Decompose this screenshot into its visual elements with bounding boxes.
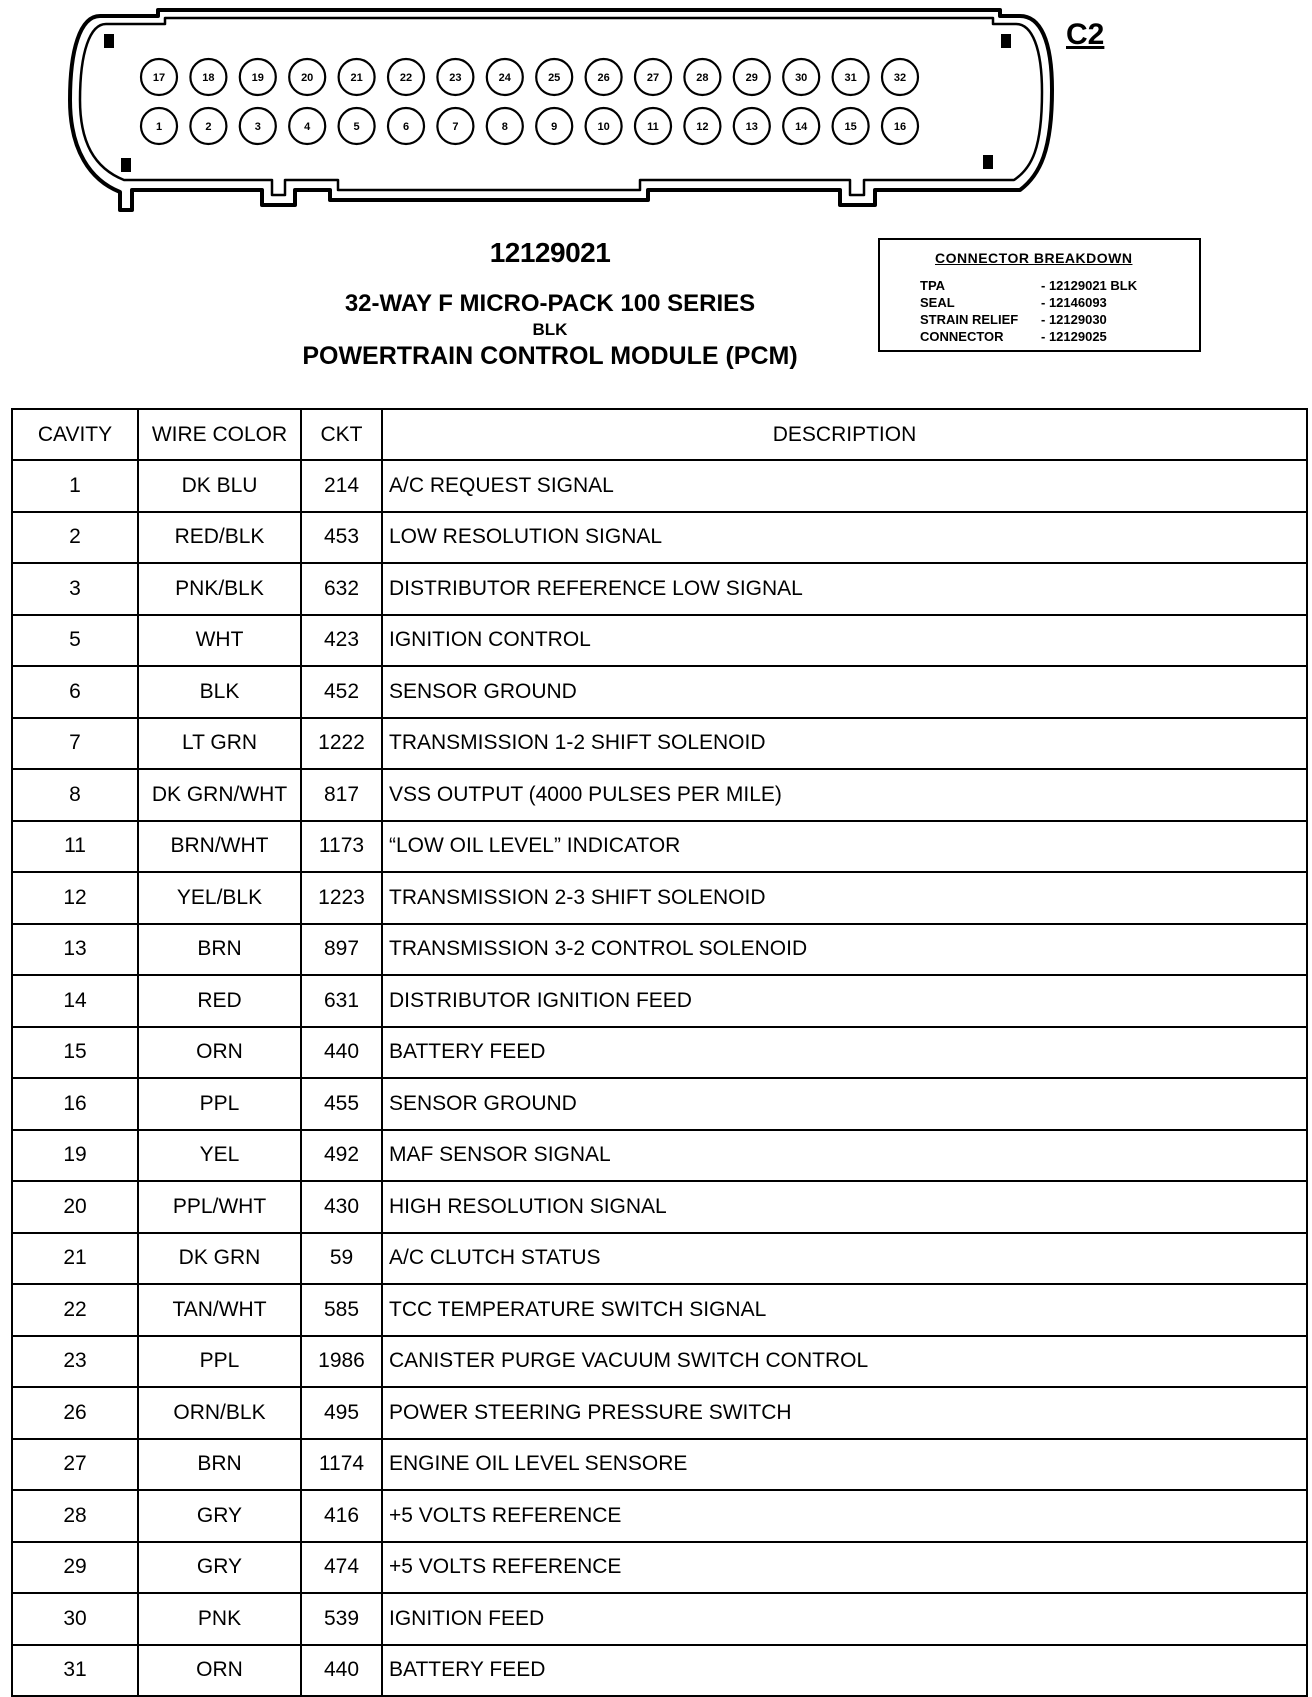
cell-wire-color: BLK bbox=[138, 666, 301, 718]
connector-pin bbox=[141, 108, 177, 144]
table-row bbox=[12, 1542, 1307, 1594]
cell-cavity: 19 bbox=[12, 1130, 138, 1182]
cell-cavity: 8 bbox=[12, 769, 138, 821]
cell-cavity: 13 bbox=[12, 924, 138, 976]
cell-description: +5 VOLTS REFERENCE bbox=[382, 1490, 1307, 1542]
breakdown-value: - 12146093 bbox=[1041, 295, 1107, 310]
connector-breakdown-box bbox=[878, 238, 1201, 352]
pin-number: 13 bbox=[745, 121, 758, 133]
breakdown-value: - 12129030 bbox=[1041, 312, 1107, 327]
table-body bbox=[12, 460, 1307, 1696]
cell-description: “LOW OIL LEVEL” INDICATOR bbox=[382, 821, 1307, 873]
cell-wire-color: BRN bbox=[138, 924, 301, 976]
cell-ckt: 214 bbox=[301, 460, 382, 512]
cell-wire-color: PNK bbox=[138, 1593, 301, 1645]
connector-color: BLK bbox=[532, 320, 568, 339]
cell-wire-color: RED bbox=[138, 975, 301, 1027]
table-row bbox=[12, 821, 1307, 873]
connector-pin bbox=[190, 59, 226, 95]
connector-inner-outline bbox=[80, 18, 1042, 195]
connector-pin bbox=[536, 59, 572, 95]
connector-pin bbox=[734, 59, 770, 95]
cell-cavity: 31 bbox=[12, 1645, 138, 1697]
table-header-row bbox=[12, 409, 1307, 460]
connector-pin bbox=[339, 108, 375, 144]
cell-cavity: 2 bbox=[12, 512, 138, 564]
cell-cavity: 16 bbox=[12, 1078, 138, 1130]
pin-number: 25 bbox=[548, 72, 561, 84]
cell-wire-color: GRY bbox=[138, 1490, 301, 1542]
cell-ckt: 440 bbox=[301, 1645, 382, 1697]
connector-pin bbox=[635, 108, 671, 144]
cell-description: A/C CLUTCH STATUS bbox=[382, 1233, 1307, 1285]
cell-cavity: 28 bbox=[12, 1490, 138, 1542]
connector-pin bbox=[586, 59, 622, 95]
pin-number: 16 bbox=[893, 121, 907, 133]
cell-ckt: 453 bbox=[301, 512, 382, 564]
cell-cavity: 20 bbox=[12, 1181, 138, 1233]
table-row bbox=[12, 1027, 1307, 1079]
pin-number: 18 bbox=[202, 72, 215, 84]
cell-ckt: 632 bbox=[301, 563, 382, 615]
cell-ckt: 59 bbox=[301, 1233, 382, 1285]
cell-ckt: 452 bbox=[301, 666, 382, 718]
table-row bbox=[12, 872, 1307, 924]
cell-ckt: 495 bbox=[301, 1387, 382, 1439]
pin-number: 8 bbox=[501, 121, 508, 133]
pin-number: 21 bbox=[350, 72, 363, 84]
connector-pin bbox=[734, 108, 770, 144]
table-row bbox=[12, 666, 1307, 718]
cell-description: LOW RESOLUTION SIGNAL bbox=[382, 512, 1307, 564]
pin-number: 7 bbox=[452, 121, 459, 133]
cell-wire-color: DK BLU bbox=[138, 460, 301, 512]
cell-cavity: 29 bbox=[12, 1542, 138, 1594]
pin-number: 14 bbox=[795, 121, 808, 133]
pin-number: 11 bbox=[647, 121, 659, 133]
connector-pin bbox=[487, 59, 523, 95]
connector-pin bbox=[783, 59, 819, 95]
cell-wire-color: TAN/WHT bbox=[138, 1284, 301, 1336]
pin-number: 10 bbox=[597, 121, 610, 133]
table-row bbox=[12, 1284, 1307, 1336]
pin-number: 6 bbox=[402, 121, 410, 133]
cell-description: DISTRIBUTOR IGNITION FEED bbox=[382, 975, 1307, 1027]
cell-ckt: 1223 bbox=[301, 872, 382, 924]
header-cavity: CAVITY bbox=[12, 409, 138, 460]
cell-cavity: 26 bbox=[12, 1387, 138, 1439]
header-ckt: CKT bbox=[301, 409, 382, 460]
table-row bbox=[12, 1336, 1307, 1388]
pin-number: 17 bbox=[152, 72, 166, 84]
cell-ckt: 897 bbox=[301, 924, 382, 976]
cell-ckt: 1986 bbox=[301, 1336, 382, 1388]
table-row bbox=[12, 975, 1307, 1027]
pin-number: 2 bbox=[205, 121, 212, 133]
connector-title: 32-WAY F MICRO-PACK 100 SERIES bbox=[344, 290, 756, 317]
table-row bbox=[12, 924, 1307, 976]
cell-cavity: 22 bbox=[12, 1284, 138, 1336]
cell-cavity: 5 bbox=[12, 615, 138, 667]
cell-wire-color: DK GRN bbox=[138, 1233, 301, 1285]
cell-cavity: 11 bbox=[12, 821, 138, 873]
cell-description: VSS OUTPUT (4000 PULSES PER MILE) bbox=[382, 769, 1307, 821]
cell-description: TRANSMISSION 3-2 CONTROL SOLENOID bbox=[382, 924, 1307, 976]
connector-pin bbox=[684, 59, 720, 95]
connector-pin bbox=[487, 108, 523, 144]
table-row bbox=[12, 1233, 1307, 1285]
cell-wire-color: WHT bbox=[138, 615, 301, 667]
polarization-mark bbox=[121, 158, 131, 172]
breakdown-label: TPA bbox=[920, 278, 946, 293]
table-row bbox=[12, 563, 1307, 615]
cell-description: +5 VOLTS REFERENCE bbox=[382, 1542, 1307, 1594]
connector-part-number: 12129021 bbox=[489, 237, 611, 268]
breakdown-label: STRAIN RELIEF bbox=[920, 312, 1019, 327]
cell-wire-color: PPL bbox=[138, 1078, 301, 1130]
cell-wire-color: BRN/WHT bbox=[138, 821, 301, 873]
header-description: DESCRIPTION bbox=[382, 409, 1307, 460]
cell-description: HIGH RESOLUTION SIGNAL bbox=[382, 1181, 1307, 1233]
cell-wire-color: GRY bbox=[138, 1542, 301, 1594]
module-name: POWERTRAIN CONTROL MODULE (PCM) bbox=[302, 342, 798, 370]
pin-number: 23 bbox=[449, 72, 462, 84]
connector-pin bbox=[339, 59, 375, 95]
cell-description: IGNITION FEED bbox=[382, 1593, 1307, 1645]
breakdown-title: CONNECTOR BREAKDOWN bbox=[935, 250, 1133, 266]
connector-tag: C2 bbox=[1066, 18, 1105, 51]
cell-cavity: 1 bbox=[12, 460, 138, 512]
cell-ckt: 631 bbox=[301, 975, 382, 1027]
pin-number: 12 bbox=[696, 121, 709, 133]
cell-wire-color: PNK/BLK bbox=[138, 563, 301, 615]
polarization-mark bbox=[1001, 34, 1011, 48]
cell-ckt: 1173 bbox=[301, 821, 382, 873]
cell-ckt: 1222 bbox=[301, 718, 382, 770]
cell-wire-color: LT GRN bbox=[138, 718, 301, 770]
pin-number: 15 bbox=[844, 121, 857, 133]
connector-pin bbox=[783, 108, 819, 144]
cell-ckt: 585 bbox=[301, 1284, 382, 1336]
cell-description: SENSOR GROUND bbox=[382, 666, 1307, 718]
connector-pin bbox=[190, 108, 226, 144]
cell-cavity: 21 bbox=[12, 1233, 138, 1285]
cell-ckt: 430 bbox=[301, 1181, 382, 1233]
cell-description: CANISTER PURGE VACUUM SWITCH CONTROL bbox=[382, 1336, 1307, 1388]
pin-number: 22 bbox=[399, 72, 413, 84]
pin-number: 26 bbox=[597, 72, 610, 84]
table-row bbox=[12, 1130, 1307, 1182]
table-row bbox=[12, 1439, 1307, 1491]
table-row bbox=[12, 1181, 1307, 1233]
connector-pin bbox=[289, 108, 325, 144]
table-row bbox=[12, 1078, 1307, 1130]
connector-pin bbox=[141, 59, 177, 95]
table-row bbox=[12, 1387, 1307, 1439]
cell-description: BATTERY FEED bbox=[382, 1645, 1307, 1697]
pin-number: 27 bbox=[646, 72, 660, 84]
pin-number: 3 bbox=[254, 121, 261, 133]
cell-wire-color: PPL/WHT bbox=[138, 1181, 301, 1233]
cell-description: DISTRIBUTOR REFERENCE LOW SIGNAL bbox=[382, 563, 1307, 615]
pin-number: 28 bbox=[696, 72, 709, 84]
cell-cavity: 6 bbox=[12, 666, 138, 718]
connector-pin bbox=[289, 59, 325, 95]
cell-ckt: 1174 bbox=[301, 1439, 382, 1491]
cell-wire-color: ORN/BLK bbox=[138, 1387, 301, 1439]
cell-description: A/C REQUEST SIGNAL bbox=[382, 460, 1307, 512]
cell-ckt: 539 bbox=[301, 1593, 382, 1645]
cell-cavity: 3 bbox=[12, 563, 138, 615]
cell-wire-color: DK GRN/WHT bbox=[138, 769, 301, 821]
pin-number: 32 bbox=[893, 72, 907, 84]
cell-cavity: 27 bbox=[12, 1439, 138, 1491]
table-row bbox=[12, 615, 1307, 667]
breakdown-label: SEAL bbox=[920, 295, 955, 310]
cell-description: TRANSMISSION 1-2 SHIFT SOLENOID bbox=[382, 718, 1307, 770]
connector-pin bbox=[536, 108, 572, 144]
connector-pin bbox=[882, 59, 918, 95]
breakdown-value: - 12129025 bbox=[1041, 329, 1107, 344]
pin-number: 30 bbox=[795, 72, 808, 84]
cell-wire-color: PPL bbox=[138, 1336, 301, 1388]
header-wire-color: WIRE COLOR bbox=[138, 409, 301, 460]
table-row bbox=[12, 512, 1307, 564]
table-row bbox=[12, 1593, 1307, 1645]
cell-description: POWER STEERING PRESSURE SWITCH bbox=[382, 1387, 1307, 1439]
connector-pin bbox=[635, 59, 671, 95]
pin-number: 4 bbox=[304, 121, 311, 133]
pin-number: 20 bbox=[301, 72, 314, 84]
cell-ckt: 817 bbox=[301, 769, 382, 821]
cell-ckt: 440 bbox=[301, 1027, 382, 1079]
table-row bbox=[12, 718, 1307, 770]
connector-pin bbox=[882, 108, 918, 144]
cell-cavity: 12 bbox=[12, 872, 138, 924]
pin-number: 1 bbox=[155, 121, 163, 133]
connector-pin bbox=[833, 59, 869, 95]
cell-description: TCC TEMPERATURE SWITCH SIGNAL bbox=[382, 1284, 1307, 1336]
cell-description: TRANSMISSION 2-3 SHIFT SOLENOID bbox=[382, 872, 1307, 924]
cell-wire-color: YEL/BLK bbox=[138, 872, 301, 924]
cell-description: SENSOR GROUND bbox=[382, 1078, 1307, 1130]
connector-pin bbox=[388, 108, 424, 144]
pin-number: 5 bbox=[353, 121, 360, 133]
cell-ckt: 474 bbox=[301, 1542, 382, 1594]
cell-wire-color: RED/BLK bbox=[138, 512, 301, 564]
cavity-table bbox=[11, 408, 1308, 1697]
table-row bbox=[12, 769, 1307, 821]
connector-pin bbox=[240, 59, 276, 95]
table-row bbox=[12, 1490, 1307, 1542]
cell-ckt: 492 bbox=[301, 1130, 382, 1182]
connector-pin bbox=[586, 108, 622, 144]
cell-description: MAF SENSOR SIGNAL bbox=[382, 1130, 1307, 1182]
cell-description: BATTERY FEED bbox=[382, 1027, 1307, 1079]
cell-wire-color: BRN bbox=[138, 1439, 301, 1491]
connector-face-diagram bbox=[0, 0, 1312, 230]
table-row bbox=[12, 460, 1307, 512]
connector-pin bbox=[684, 108, 720, 144]
cell-cavity: 23 bbox=[12, 1336, 138, 1388]
cell-cavity: 14 bbox=[12, 975, 138, 1027]
cell-wire-color: ORN bbox=[138, 1027, 301, 1079]
cell-ckt: 416 bbox=[301, 1490, 382, 1542]
cell-cavity: 7 bbox=[12, 718, 138, 770]
cell-cavity: 15 bbox=[12, 1027, 138, 1079]
pin-number: 9 bbox=[551, 121, 558, 133]
table-row bbox=[12, 1645, 1307, 1697]
connector-pin bbox=[437, 108, 473, 144]
cell-ckt: 455 bbox=[301, 1078, 382, 1130]
pin-number: 31 bbox=[844, 72, 857, 84]
polarization-mark bbox=[983, 155, 993, 169]
cell-wire-color: ORN bbox=[138, 1645, 301, 1697]
cell-cavity: 30 bbox=[12, 1593, 138, 1645]
pin-number: 19 bbox=[251, 72, 264, 84]
connector-pin bbox=[833, 108, 869, 144]
cell-description: IGNITION CONTROL bbox=[382, 615, 1307, 667]
cell-description: ENGINE OIL LEVEL SENSORE bbox=[382, 1439, 1307, 1491]
pin-number: 29 bbox=[745, 72, 758, 84]
breakdown-value: - 12129021 BLK bbox=[1041, 278, 1138, 293]
connector-pin bbox=[388, 59, 424, 95]
polarization-mark bbox=[104, 34, 114, 48]
pin-number: 24 bbox=[498, 72, 511, 84]
connector-pin bbox=[240, 108, 276, 144]
breakdown-label: CONNECTOR bbox=[920, 329, 1004, 344]
connector-pin bbox=[437, 59, 473, 95]
cell-wire-color: YEL bbox=[138, 1130, 301, 1182]
cell-ckt: 423 bbox=[301, 615, 382, 667]
